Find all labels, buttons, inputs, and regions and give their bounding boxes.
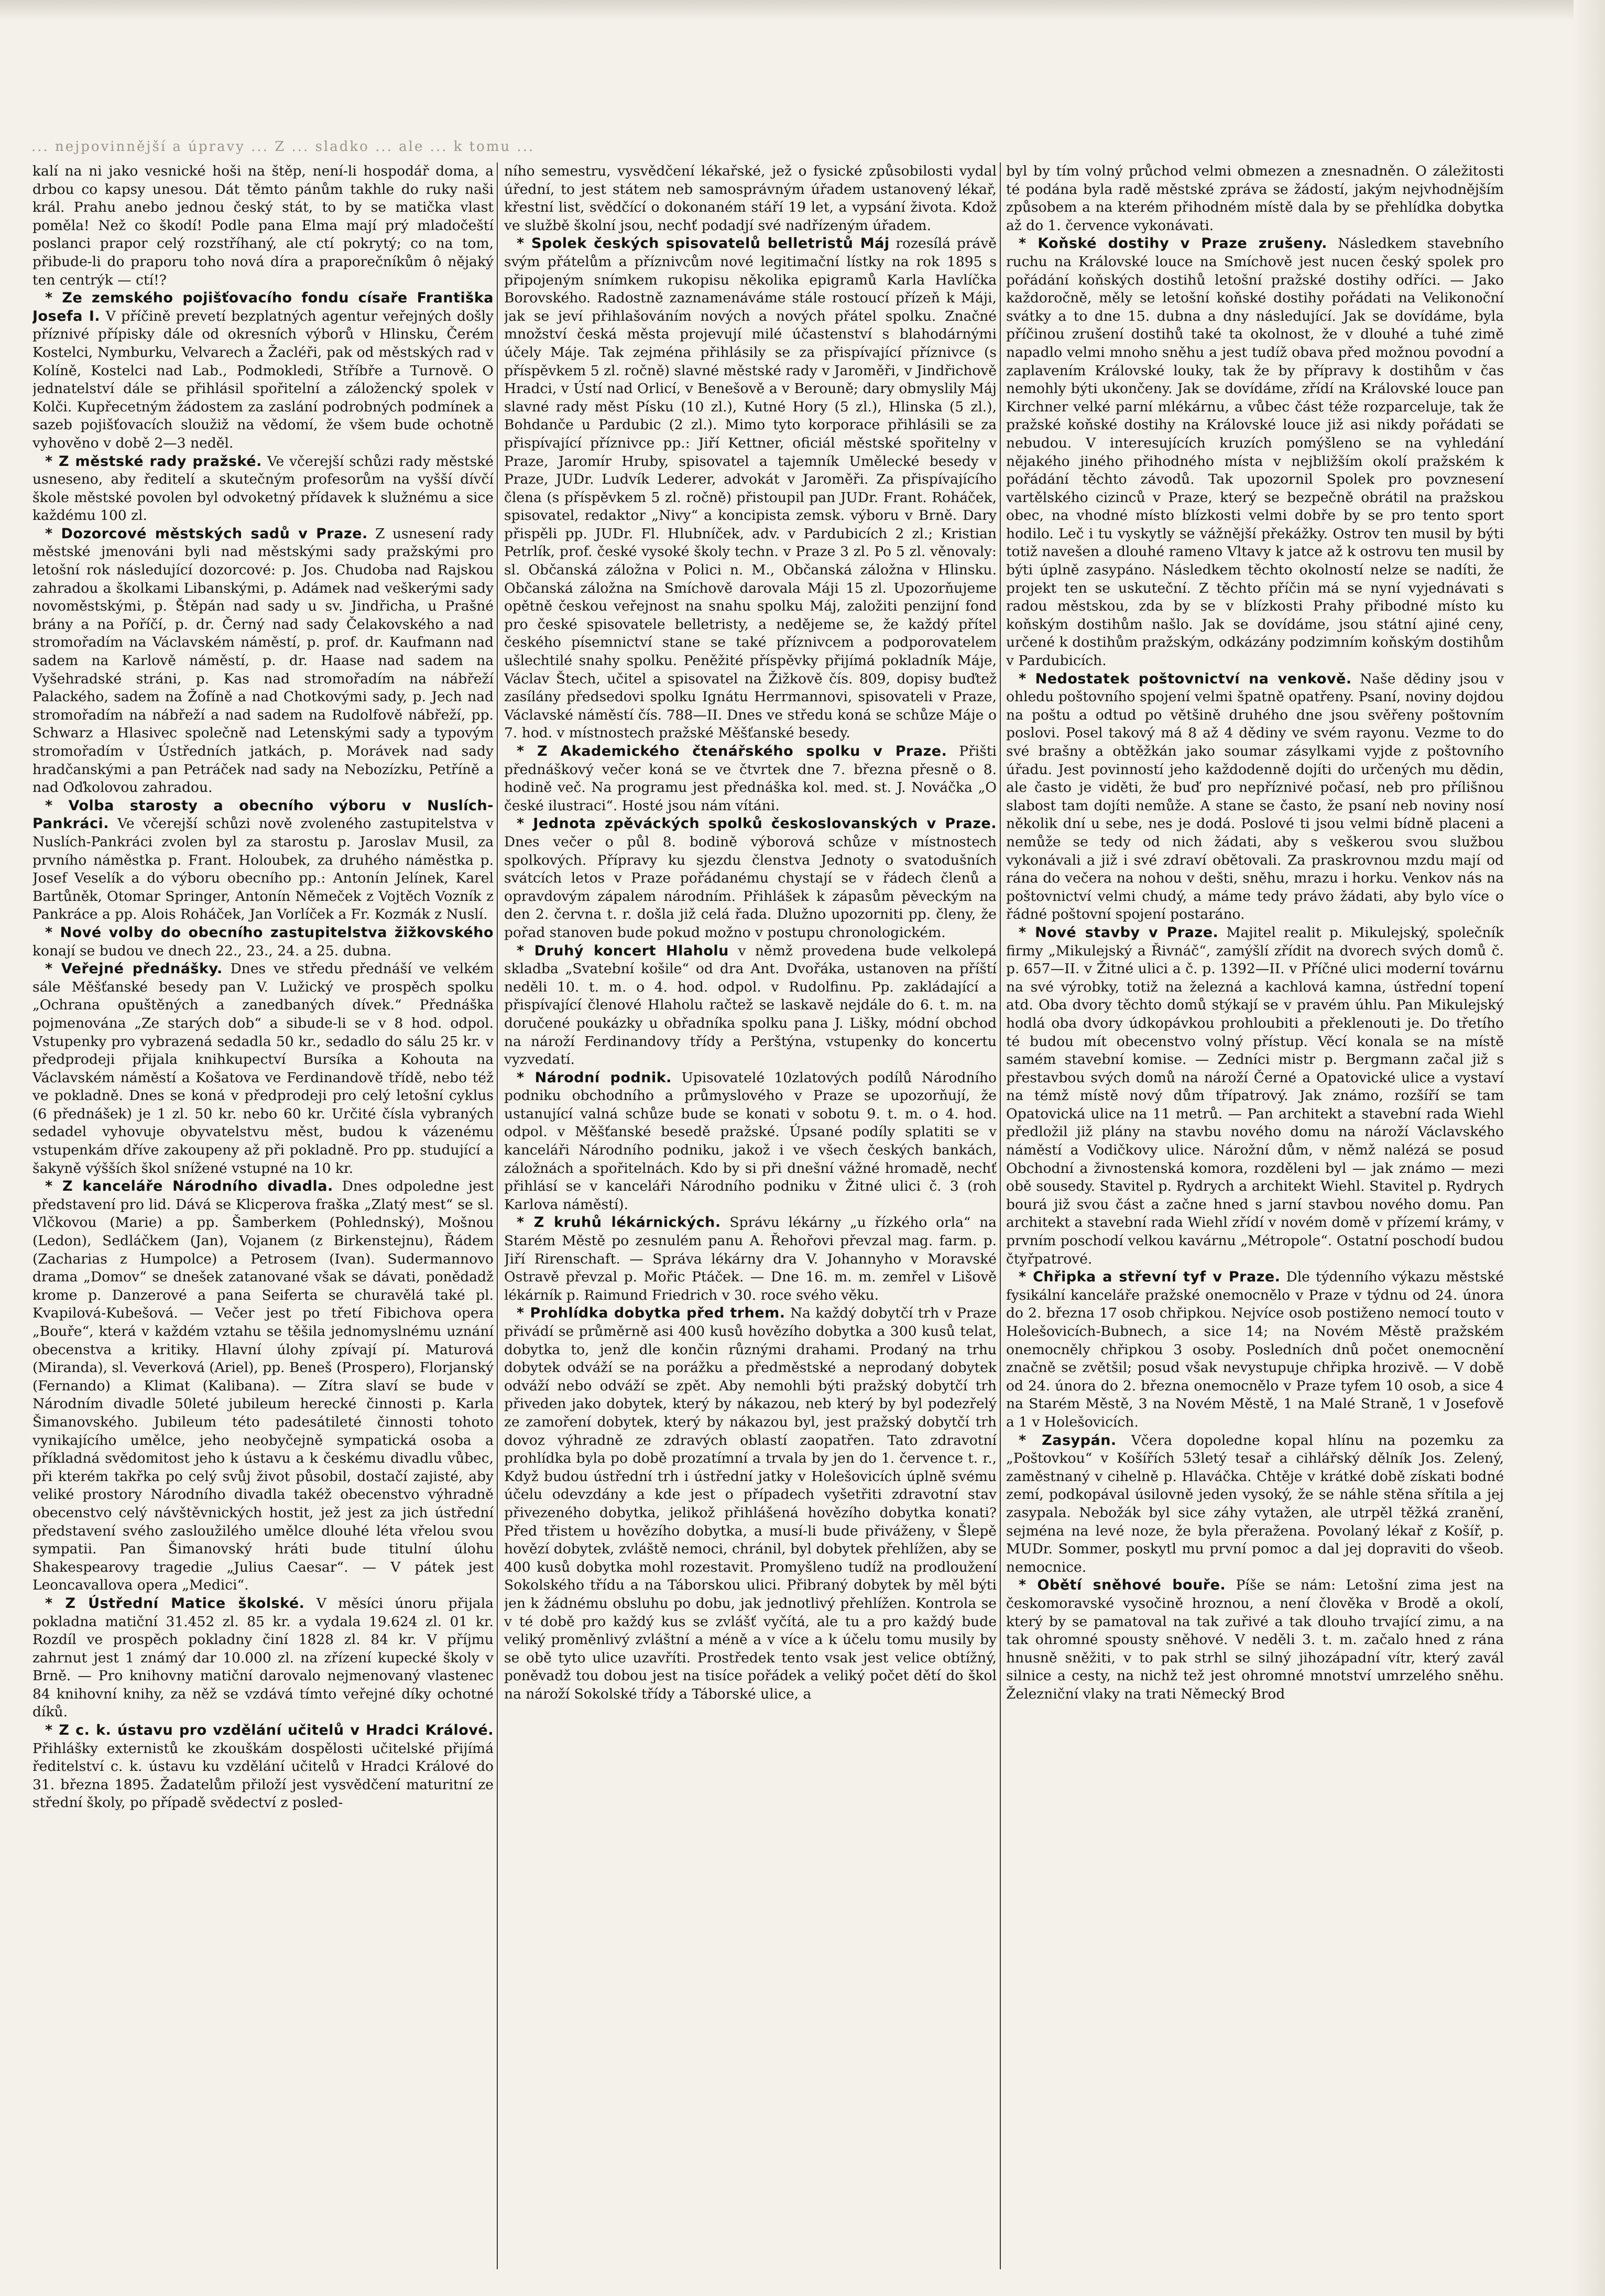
news-paragraph (1006, 1576, 1504, 1703)
news-item (32, 289, 494, 452)
news-text: Na každý dobytčí trh v Praze přivádí se průměrně asi 400 kusů hovězího dobytka a 300 kusů telat, dobytka to, jenž dle končin různými drahami. Prodaný na trhu dobytek odváží se na porážku a předměstské a neprodaný dobytek odváží nebo odváží se zpět. Aby nemohli býti pražský dobytčí trh přiveden jako dobytek, který by nákazou, neb který by byl podezřelý ze zamoření dobytek, který by nákazou byl, jest pražský dobytčí trh dovoz výhradně ze zdravých oblastí zaopatřen. Tato zdravotní prohlídka byla po době prozatímní a trvala by jen do 1. července t. r., Když budou ústřední trh i ústřední jatky v Holešovicích úplně svému účelu odevzdány a kde jest o případech vyšetřiti zdravotní stav přivezeného dobytka, jelikož přihlášená hovězího dobytka konati? Před třistem u hovězího dobytka, a musí-li bude přiváženy, v Šlepě hovězí dobytek, zvláště nemoci, chránil, byl dobytek přehlížen, aby se 400 kusů dobytka mohl rozestavit. Promyšleno tudíž na prodloužení Sokolského třídu a na Táborskou ulici. Přibraný dobytek by měl býti jen k žádnému obsluhu po dobu, jak jednotlivý přehlížen. Kontrola se v té době pro každý kus se zvlášť vyčítá, ale tu a pro každý bude veliký proměnlivý zvláštní a méně a v více a k účelu tomu musily by se obě tyto ulice uzavříti. Prostředek tento vsak jest velice obtížný, poněvadž tou dobou jest na tisíce pořádek a veliký počet dětí do škol na nároží Sokolské třídy a Táborské ulice, a (504, 1305, 997, 1702)
news-headline: * Z Ústřední Matice školské. (45, 1595, 305, 1612)
news-headline: * Z kruhů lékárnických. (517, 1214, 721, 1231)
news-paragraph (32, 453, 494, 525)
news-text: Ve včerejší schůzi nově zvoleného zastupitelstva v Nuslích-Pankráci zvolen byl za starostu p. Jaroslav Musil, za prvního náměstka p. Frant. Holoubek, za druhého náměstka p. Josef Veselík a do výboru obecního pp.: Antonín Jelínek, Karel Bartůněk, Otomar Springer, Antonín Němeček z Vojtěch Vozník z Pankráce a pp. Alois Roháček, Jan Vorlíček a Fr. Kozmák z Nuslí. (32, 815, 494, 923)
news-text: byl by tím volný průchod velmi obmezen a znesnadněn. O záležitosti té podána byla radě městské zpráva se žádostí, jakým nejvhodnějším způsobem a na kterém přihodném místě dala by se přehlídka dobytka až do 1. července vykonávati. (1006, 163, 1504, 234)
news-item (32, 1178, 494, 1595)
news-item (32, 924, 494, 960)
scan-edge (0, 0, 1605, 21)
scan-edge (1574, 0, 1605, 2296)
news-item (1006, 924, 1504, 1268)
news-item (504, 162, 997, 235)
news-item (504, 1069, 997, 1214)
news-headline: * Chřipka a střevní tyf v Praze. (1019, 1269, 1281, 1286)
news-paragraph (32, 1722, 494, 1812)
news-paragraph (504, 1304, 997, 1703)
news-paragraph (504, 1069, 997, 1214)
news-text: Správu lékárny „u řízkého orla“ na Starém Městě po zesnulém panu A. Řehořovi převzal mag. farm. p. Jiří Rirenschaft. — Správa lékárny dra V. Johannyho v Moravské Ostravě převzal p. Mořic Ptáček. — Dne 16. m. m. zemřel v Lišově lékárník p. Raimund Friedrich v 30. roce svého věku. (504, 1214, 997, 1303)
news-text: Dnes odpoledne jest představení pro lid. Dává se Klicperova fraška „Zlatý mest“ se sl. Vlčkovou (Marie) a pp. Šamberkem (Pohlednský), Mošnou (Ledon), Sedláčkem (Jan), Vojanem (z Birkenstejnu), Řádem (Zacharias z Humpolce) a Petrosem (Ivan). Sudermannovo drama „Domov“ se dnešek zatanované však se dávati, ponědadž krome p. Danzerové a pana Seiferta se churavělá také pl. Kvapilová-Kubešová. — Večer jest po třetí Fibichova opera „Bouře“, která v každém vztahu se těšila jednomyslnému uznání obecenstva a kritiky. Hlavní úlohy zpívají pí. Maturová (Miranda), sl. Veverková (Ariel), pp. Beneš (Prospero), Florjanský (Fernando) a Klimat (Kalibana). — Zítra slaví se bude v Národním divadle 50leté jubileum herecké činnosti p. Karla Šimanovského. Jubileum této padesátileté činnosti tohoto vynikajícího umělce, jeho neobyčejně sympatická osoba a příkladná svědomitost jeho k ústavu a k českému divadlu vůbec, při kterém takřka po celý svůj život působil, dostačí zajisté, aby veliké prostory Národního divadla takéž obecenstvo výhradně obecenstvo celý návštěvnických hostit, jež jest za jich ústřední představení svého zasloužilého umělce dlouhé léta vřelou svou sympatii. Pan Šimanovský hráti bude titulní úlohu Shakespearovy tragedie „Julius Caesar“. — V pátek jest Leoncavallova opera „Medici“. (32, 1178, 494, 1594)
news-text: V příčině prevetí bezplatných agentur veřejných došly příznivé přípisky dále od okresních výborů v Hlinsku, Čerém Kostelci, Nymburku, Velvarech a Žacléři, pak od městských rad v Kolíně, Kostelci nad Lab., Podmokledi, Stříbře a Turnově. O jednatelství dále se přihlásil spořitelní a záložencký spolek v Kolči. Kupřecetným žádostem za zaslání podrobných podmínek a sazeb pojišťovacích sloužiž na vědomí, že všem bude ochotně vyhověno v době 2—3 neděl. (32, 308, 494, 451)
news-text: Píše se nám: Letošní zima jest na českomoravské vysočině hroznou, a není člověka v Brodě a okolí, který by se pamatoval na tak zuřivé a tak dlouho trvající zimu, a na tak ohromné spousty sněhové. V neděli 3. t. m. začalo hned z rána hnusně sněžiti, v to pak strhl se silný jihozápadní vítr, který zavál silnice a cesty, na nichž tež jest ohromné mnotství umrzelého sněhu. Železniční vlaky na trati Německý Brod (1006, 1577, 1504, 1702)
news-paragraph (32, 960, 494, 1178)
news-text: kalí na ni jako vesnické hoši na štěp, není-li hospodář doma, a drbou co kapsy unesou. Dát těmto pánům takhle do ruky naši král. Prahu anebo jednou český stát, to by se matička vlast poměla! Než co škodí! Podle pana Elma mají prý mladočeští poslanci prapor celý rozstříhaný, ale ctí pokrytý; co na tom, přibude-li do praporu toho nová díra a praporečníkům ô nějaký ten centrýk — ctí!? (32, 163, 494, 288)
news-paragraph (32, 1595, 494, 1722)
news-text: Dle týdenního výkazu městské fysikální kanceláře pražské onemocnělo v Praze v týdnu od 24. února do 2. března 17 osob chřipkou. Nejvíce osob postiženo nemocí touto v Holešovicích-Bubnech, a sice 14; na Novém Městě pražském onemocněly chřipkou 3 osoby. Posledních dnů počet onemocnění značně se zvětšil; posud však nevystupuje chřipka hrozivě. — V době od 24. února do 2. března onemocnělo v Praze tyfem 10 osob, a sice 4 na Starém Městě, 3 na Novém Městě, 1 na Malé Straně, 1 v Josefově a 1 v Holešovicích. (1006, 1269, 1504, 1430)
news-item (1006, 1268, 1504, 1431)
news-headline: * Z c. k. ústavu pro vzdělání učitelů v Hradci Králové. (45, 1722, 494, 1739)
news-item (1006, 1432, 1504, 1577)
news-item (1006, 235, 1504, 670)
news-item (32, 453, 494, 525)
news-item (504, 743, 997, 815)
news-paragraph (504, 1214, 997, 1304)
news-paragraph (1006, 1268, 1504, 1431)
news-paragraph (1006, 235, 1504, 670)
news-headline: * Z kanceláře Národního divadla. (45, 1178, 333, 1195)
news-item (1006, 162, 1504, 235)
news-headline: * Jednota zpěváckých spolků českoslovanských v Praze. (517, 815, 997, 832)
news-paragraph (504, 235, 997, 743)
news-text: V měsíci únoru přijala pokladna matiční 31.452 zl. 85 kr. a vydala 19.624 zl. 01 kr. Rozdíl ve prospěch pokladny činí 1828 zl. 84 kr. V příjmu zahrnut jest 1 známý dar 10.000 zl. na zřízení kupecké školy v Brně. — Pro knihovny matiční darovalo nejmenovaný vlastenec 84 knihovní knihy, za něž se vzdává tímto veřejné díky ochotné díků. (32, 1595, 494, 1721)
column-rule (497, 162, 498, 2269)
news-paragraph (504, 162, 997, 235)
news-text: Upisovatelé 10zlatových podílů Národního podniku obchodního a průmyslového v Praze se upozorňují, že ustanující valná schůze bude se konati v sobotu 9. t. m. o 4. hod. odpol. v Měšťanské besedě pražské. Úpsané podíly splatiti se v kanceláři Národního podniku, jakož i ve všech českých bankách, záložnách a spořitelnách. Kdo by si při dnešní vážné hromadě, nechť přihlásí se v kanceláři Národního podniku v Žitné ulici č. 3 (roh Karlova náměstí). (504, 1069, 997, 1213)
news-text: Následkem stavebního ruchu na Královské louce na Smíchově jest nucen český spolek pro pořádání koňských dostihů letošní pražské dostihy odříci. — Jako každoročně, měly se letošní koňské dostihy pořádati na Velikonoční svátky a to dne 15. dubna a dny následující. Jak se dovídáme, byla příčinou zrušení dostihů také ta okolnost, že v dlouhé a tuhé zimě napadlo velmi mnoho sněhu a jest tudíž obava před možnou povodní a zaplavením Královské louky, tak že by přípravy k dostihům v čas nemohly býti ukončeny. Jak se dovídáme, zřídí na Královské louce pan Kirchner velké parní mlékárnu, a vůbec část téže rozparceluje, tak že pražské koňské dostihy na Královské louce již asi nikdy pořádati se nebudou. V interesujících kruzích pomýšleno se na vyhledání nějakého jiného přihodného místa v nejbližším okolí pražském k pořádání těchto závodů. Tak upozornil Spolek pro povznesení vartělského cizinců v Praze, který se bezpečně obrátil na pražskou obec, na vhodné místo blízkosti velmi dobře by se pro tento sport hodilo. Leč i tu vyskytly se vážnější překážky. Ostrov ten musil by býti totiž navešen a dlouhé rameno Vltavy k jatce až k ostrovu ten musil by býti úplně zasypáno. Následkem těchto okolností nelze se nadíti, že projekt ten se uskuteční. Z těchto příčin má se nyní vyjednávati s radou městskou, zda by se v blízkosti Prahy přibodné místo ku koňským dostihům našlo. Jak se dovídáme, jsou státní ajiné ceny, určené k dostihům pražským, odkázány podzimním koňským dostihům v Pardubicích. (1006, 235, 1504, 669)
news-headline: * Z městské rady pražské. (45, 453, 262, 470)
news-headline: * Nové stavby v Praze. (1019, 924, 1219, 941)
news-headline: * Volba starosty a obecního výboru v Nuslích-Pankráci. (32, 797, 494, 832)
news-text: Včera dopoledne kopal hlínu na pozemku za „Poštovkou“ v Košířích 53letý tesař a cihlářský dělník Jos. Zelený, zaměstnaný v cihelně p. Hlaváčka. Chtěje v krátké době získati bodné zemí, podkopával úsilovně jeden vysoký, že se náhle stěna sřítila a jej zasypala. Nebožák byl sice záhy vytažen, ale utrpěl těžká zranění, sejména na levé noze, že byla přeražena. Povolaný lékař z Košíř, p. MUDr. Sommer, poskytl mu první pomoc a dal jej dopraviti do všeob. nemocnice. (1006, 1432, 1504, 1575)
news-text: konají se budou ve dnech 22., 23., 24. a 25. dubna. (32, 942, 391, 959)
news-headline: * Ze zemského pojišťovacího fondu císaře Františka Josefa I. (32, 290, 494, 324)
news-item (504, 235, 997, 743)
news-headline: * Národní podnik. (517, 1069, 672, 1086)
news-text: Ve včerejší schůzi rady městské usneseno, aby ředitelí a skutečným profesorům na vyšší dívčí škole městské povolen byl odvoketný přídavek k služnému a sice každému 100 zl. (32, 453, 494, 524)
news-headline: * Veřejné přednášky. (45, 961, 223, 977)
news-text: Přišti přednáškový večer koná se ve čtvrtek dne 7. března přesně o 8. hodině več. Na programu jest přednáška kol. med. st. J. Nováčka „O české ilustraci“. Hosté jsou nám vítáni. (504, 743, 997, 814)
news-paragraph (504, 942, 997, 1069)
faint-header-text: ... nejpovinnější a úpravy ... Z ... sladko ... ale ... k tomu ... (31, 139, 535, 155)
news-headline: * Koňské dostihy v Praze zrušeny. (1019, 235, 1327, 252)
column-3 (1006, 162, 1504, 2269)
news-paragraph (32, 289, 494, 452)
news-item (32, 1722, 494, 1812)
news-paragraph (504, 815, 997, 942)
news-item (32, 525, 494, 797)
column-2 (504, 162, 997, 2269)
news-paragraph (1006, 162, 1504, 235)
news-item (1006, 1576, 1504, 1703)
news-item (504, 1214, 997, 1304)
news-text: rozesílá právě svým přátelům a příznivcům nové legitimační lístky na rok 1895 s připojeným snímkem rukopisu několika epigramů Karla Havlíčka Borovského. Radostně zaznamenáváme stále rostoucí přízeň k Máji, jak se jeví přihlašováním nových a nových přátel spolku. Značné množství česká města projevují milé účastenství s blahodárnými účely Máje. Tak zejména přihlásily se za přispívající příznivce (s příspěvkem 5 zl. ročně) slavné městské rady v Jaroměři, v Jindřichově Hradci, v Ústí nad Orlicí, v Benešově a v Berouně; dary obmyslily Máj slavné rady měst Písku (10 zl.), Kutné Hory (5 zl.), Hlinska (5 zl.), Bohdanče u Pardubic (2 zl.). Mimo tyto korporace přihlásili se za přispívající příznivce pp.: Jiří Kettner, oficiál městské spořitelny v Praze, Jaromír Hruby, spisovatel a tajemník Umělecké besedy v Praze, JUDr. Ludvík Lederer, advokát v Jaroměři. Za přispívajícího člena (s příspěvkem 5 zl. ročně) přistoupil pan JUDr. Frant. Roháček, spisovatel, redaktor „Nivy“ a koncipista zemsk. výboru v Brně. Dary přispěli pp. JUDr. Fl. Hlubníček, adv. v Pardubicích 2 zl.; Kristian Petrlík, prof. české vysoké školy techn. v Praze 3 zl. Po 5 zl. věnovaly: sl. Občanská záložna v Polici n. M., Občanská záložna v Hlinsku. Občanská záložna na Smíchově darovala Máji 15 zl. Upozorňujeme opětně českou veřejnost na snahu spolku Máj, založiti penzijní fond pro české spisovatele belletristy, a nedějeme se, že každý přítel českého písemnictví stane se také příznivcem a podporovatelem ušlechtilé snahy spolku. Peněžité příspěvky přijímá pokladník Máje, Václav Štech, učitel a spisovatel na Žižkově čís. 809, dopisy buďtež zasílány předsedovi spolku Ignátu Herrmannovi, spisovateli v Praze, Václavské náměstí čís. 788—II. Dnes ve středu koná se schůze Máje o 7. hod. v místnostech pražské Měšťanské besedy. (504, 235, 997, 742)
news-paragraph (1006, 670, 1504, 924)
news-headline: * Druhý koncert Hlaholu (517, 942, 729, 959)
news-text: ního semestru, vysvědčení lékařské, jež o fysické způsobilosti vydal úřední, to jest státem neb samosprávným úřadem ustanovený lékař, křestní list, svědčící o dokonaném stáří 19 let, a vypsání života. Kdož ve službě školní jsou, nechť podadjí své nadřízeným úřadem. (504, 163, 997, 234)
news-headline: * Z Akademického čtenářského spolku v Praze. (517, 743, 947, 759)
news-text: Z usnesení rady městské jmenováni byli nad městskými sady pražskými pro letošní rok následující dozorcové: p. Jos. Chudoba nad Rajskou zahradou a školkami Libanskými, p. Adámek nad veškerými sady novoměstskými, p. Štěpán nad sady u sv. Jindřicha, u Prašné brány a na Poříčí, p. dr. Černý nad sady Čelakovského a nad stromořadím na Václavském náměstí, p. prof. dr. Kaufmann nad sadem na Karlově náměstí, p. dr. Haase nad sadem na Vyšehradské stráni, p. Kas nad stromořadím na nábřeží Palackého, sadem na Žofíně a nad Chotkovými sady, p. Jech nad stromořadím na nábřeží a nad sadem na Rudolfově nábřeží, pp. Schwarz a Hlasivec společně nad Letenskými sady a typovým stromořadím v Ústředních jatkách, p. Morávek nad sady hradčanskými a pan Petráček nad sady na Nebozízku, Petříně a nad Oďkolovou zahradou. (32, 525, 494, 796)
news-item (32, 1595, 494, 1722)
news-text: v němž provedena bude velkolepá skladba „Svatební košile“ od dra Ant. Dvořáka, ustanoven na příští neděli 10. t. m. o 4. hod. odpol. v Rudolfinu. Pp. zakládající a přispívající členové Hlaholu račtež se laskavě nejdále do 6. t. m. na doručené poukázky u obřadníka spolku pana J. Lišky, módní obchod na nároží Ferdinandovy třídy a Perštýna, vstupenky do koncertu vyzvedatí. (504, 942, 997, 1068)
news-item (32, 797, 494, 924)
news-headline: * Nedostatek poštovnictví na venkově. (1019, 670, 1352, 687)
news-item (32, 960, 494, 1178)
news-paragraph (32, 525, 494, 797)
news-text: Dnes ve středu přednáší ve velkém sále Měšťanské besedy pan V. Lužický ve prospěch spolku „Ochrana opuštěných a zanedbaných dívek.“ Přednáška pojmenována „Ze starých dob“ a sibude-li se v 8 hod. odpol. Vstupenky pro vybrazená sedadla 50 kr., sedadlo do sálu 25 kr. v předprodeji přijala knihkupectví Bursíka a Kohouta na Václavském náměstí a Košatova ve Ferdinandově třídě, nebo též ve pokladně. Dnes se koná v předprodeji pro celý letošní cyklus (6 přednášek) je 1 zl. 50 kr. nebo 60 kr. Určité čísla vybraných sedadel vyhovuje obyvatelstvu měst, budou k vázenému vstupenkám dříve zakoupeny až při pokladně. Pro pp. studující a šakyně výšších škol snížené vstupné na 10 kr. (32, 961, 494, 1177)
news-text: Naše dědiny jsou v ohledu poštovního spojení velmi špatně opatřeny. Psaní, noviny dojdou na poštu a odtud po většině druhého dne jsou svěřeny poštovním poslovi. Posel takový má 8 až 4 dědiny ve svém rayonu. Vezme to do své brašny a obtěžkán jako soumar zásylkami vyjde z poštovního úřadu. Jest povinností jeho každodenně dojíti do určených mu dědin, ale často je viděti, že buď pro nepříznivé počasí, neb pro přílišnou slabost tam dojíti nemůže. A stane se často, že psaní neb noviny nosí několik dní u sebe, nes je dodá. Poslové ti jsou velmi bídně placeni a nemůže se tedy od nich žádati, aby s veškerou svou službou vykonávali a již i své zdraví obětovali. Za praskrovnou mzdu mají od rána do večera na nohou v dešti, sněhu, mrazu i horku. Venkov nás na poštovnictví velmi chudý, a máme tedy právo žádati, aby bylo více o řádné poštovní spojení postaráno. (1006, 670, 1504, 923)
column-rule (1000, 162, 1001, 2269)
news-headline: * Spolek českých spisovatelů belletristů Máj (517, 235, 890, 252)
news-paragraph (32, 162, 494, 289)
news-item (32, 162, 494, 289)
news-text: Dnes večer o půl 8. bodině výborová schůze v místnostech spolkových. Přípravy ku sjezdu členstva Jednoty o svatodušních svátcích letos v Praze pořádanému chystají se v řádech členů a opravdovým zápalem národním. Přihlášek k zápasům pěveckým na den 2. června t. r. došla již celá řada. Dlužno upozorniti pp. členy, že pořad stanoven bude pokud možno v postupu chronologickém. (504, 833, 997, 941)
news-headline: * Prohlídka dobytka před trhem. (517, 1305, 785, 1322)
news-text: Majitel realit p. Mikulejský, společník firmy „Mikulejský a Řivnáč“, zamýšlí zřídit na dvorech svých domů č. p. 657—II. v Žitné ulici a č. p. 1392—II. v Příčné ulici moderní továrnu na své výrobky, totiž na železná a kachlová kamna, ústřední topení atd. Oba dvory těchto domů stýkají se v pravém úhlu. Pan Mikulejský hodlá oba dvory údkopávkou prohloubiti a překlenouti je. Do třetího té budou mít obecenstvo volný přístup. Věcí konala se na místě samém stavební komise. — Zedníci mistr p. Bergmann začal již s přestavbou svých domů na nároží Černé a Opatovické ulice a vystaví na témž místě nový dům třípatrový. Jak známo, rozšíří se tam Opatovická ulice na 11 metrů. — Pan architekt a stavební rada Wiehl předložil již plány na stavbu nového domu na nároží Václavského náměstí a Vodičkovy ulice. Nárožní dům, v němž nalézá se posud Obchodní a živnostenská komora, rozděleni byl — jak známo — mezi obě sousedy. Stavitel p. Rydrych a architekt Wiehl. Stavitel p. Rydrych bourá již svou část a začne hned s jarní stavbou nového domu. Pan architekt a stavební rada Wiehl zřídí v novém domě v přízemí krámy, v prvním poschodí velkou kavárnu „Métropole“. Ostatní poschodí budou čtyřpatrové. (1006, 924, 1504, 1267)
news-headline: * Dozorcové městských sadů v Praze. (45, 525, 368, 542)
news-item (504, 815, 997, 942)
column-1 (32, 162, 494, 2269)
news-headline: * Nové volby do obecního zastupitelstva žižkovského (45, 924, 494, 941)
news-paragraph (32, 1178, 494, 1595)
news-paragraph (32, 797, 494, 924)
news-paragraph (32, 924, 494, 960)
news-paragraph (1006, 924, 1504, 1268)
news-headline: * Obětí sněhové bouře. (1019, 1577, 1226, 1594)
news-text: Přihlášky externistů ke zkouškám dospělosti učitelské přijímá ředitelství c. k. ústavu ku vzdělání učitelů v Hradci Králové do 31. března 1895. Žadatelům přiloží jest vysvědčení maturitní ze střední školy, po případě svědectví z posled- (32, 1740, 494, 1811)
news-headline: * Zasypán. (1019, 1432, 1117, 1449)
news-item (1006, 670, 1504, 924)
news-paragraph (1006, 1432, 1504, 1577)
news-paragraph (504, 743, 997, 815)
news-item (504, 942, 997, 1069)
news-item (504, 1304, 997, 1703)
